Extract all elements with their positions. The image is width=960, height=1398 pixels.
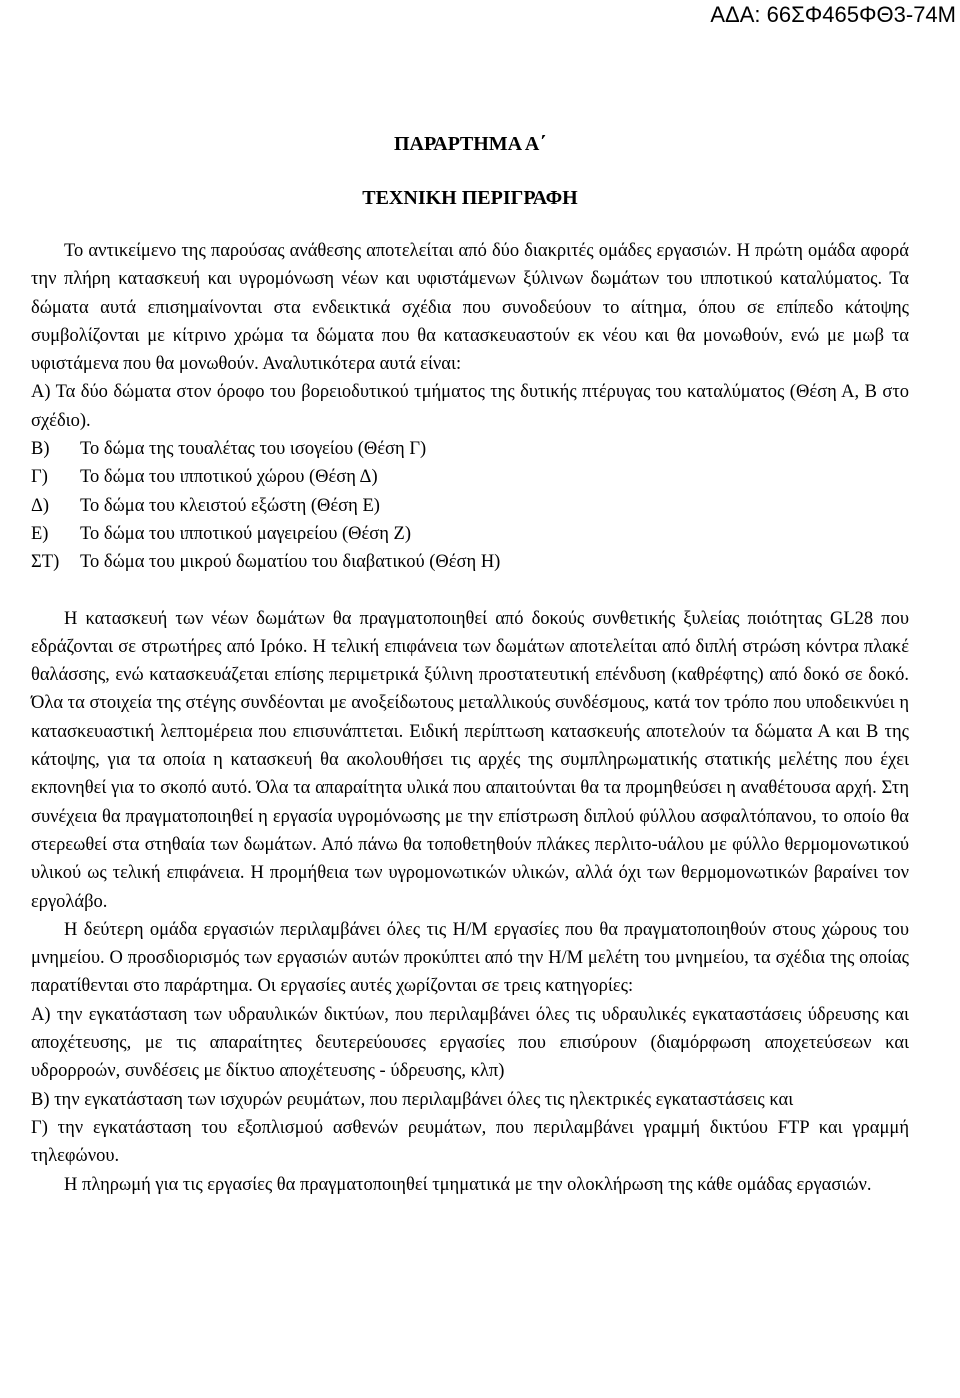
room-item: ΣΤ) Το δώμα του μικρού δωματίου του διαβατικού (Θέση Η) (31, 552, 501, 573)
intro-paragraph: Το αντικείμενο της παρούσας ανάθεσης αποτελείται από δύο διακριτές ομάδες εργασιών. Η πρώτη ομάδα αφορά την πλήρη κατασκευή και υγρομόνωση νέων και υφιστάμενων ξύλινων δωμάτων του ιπποτικού καταλύματος. Τα δώματα αυτά επισημαίνονται στα ενδεικτικά σχέδια που συνοδεύουν το αίτημα, όπου σε επίπεδο κάτοψης συμβολίζονται με κίτρινο χρώμα τα δώματα που θα κατασκευαστούν εκ νέου και θα μονωθούν, ενώ με μωβ τα υφιστάμενα που θα μονωθούν. Αναλυτικότερα αυτά είναι: (31, 241, 909, 375)
room-list (31, 435, 909, 576)
payment-paragraph: Η πληρωμή για τις εργασίες θα πραγματοποιηθεί τμηματικά με την ολοκλήρωση της κάθε ομάδας εργασιών. (64, 1174, 872, 1195)
category-c: Γ) την εγκατάσταση του εξοπλισμού ασθενών ρευμάτων, που περιλαμβάνει γραμμή δικτύου FTP και γραμμή τηλεφώνου. (31, 1117, 909, 1167)
document-body (31, 237, 909, 1199)
room-item-a: Α) Τα δύο δώματα στον όροφο του βορειοδυτικού τμήματος της δυτικής πτέρυγας του καταλύματος (Θέση Α, Β στο σχέδιο). (31, 382, 909, 431)
construction-paragraph: Η κατασκευή των νέων δωμάτων θα πραγματοποιηθεί από δοκούς συνθετικής ξυλείας ποιότητας GL28 που εδράζονται σε στρωτήρες από Ιρόκο. Η τελική επιφάνεια των δωμάτων αποτελείται από διπλή στρώση κόντρα πλακέ θαλάσσης, ενώ κατασκευάζεται επίσης περιμετρικά ξύλινη προστατευτική επένδυση (καθρέφτης) από δοκό σε δοκό. Όλα τα στοιχεία της στέγης συνδέονται με ανοξείδωτους μεταλλικούς συνδέσμους, κατά τον τρόπο που υποδεικνύει η κατασκευαστική λεπτομέρεια που επισυνάπτεται. Ειδική περίπτωση κατασκευής αποτελούν τα δώματα Α και Β της κάτοψης, για τα οποία η κατασκευή θα ακολουθήσει τις αρχές της συμπληρωματικής στατικής μελέτης που έχει εκπονηθεί για το σκοπό αυτό. Όλα τα απαραίτητα υλικά που απαιτούνται θα τα προμηθεύσει η αναθέτουσα αρχή. Στη συνέχεια θα πραγματοποιηθεί η εργασία υγρομόνωσης με την επίστρωση διπλού φύλλου ασφαλτόπανου, το οποίο θα στερεωθεί στα στηθαία των δωμάτων. Από πάνω θα τοποθετηθούν πλάκες περλιτο-υάλου με φύλλο θερμομονωτικού υλικού ως τελική επιφάνεια. Η προμήθεια των υγρομονωτικών υλικών, αλλά όχι των θερμομονωτικών βαραίνει τον εργολάβο. (31, 608, 909, 912)
document-reference-code: ΑΔΑ: 66ΣΦ465ΦΘ3-74Μ (710, 2, 956, 27)
room-item: Ε) Το δώμα του ιπποτικού μαγειρείου (Θέση Ζ) (31, 523, 412, 544)
category-a: Α) την εγκατάσταση των υδραυλικών δικτύων, που περιλαμβάνει όλες τις υδραυλικές εγκαταστάσεις ύδρευσης και αποχέτευσης, με τις απαραίτητες δευτερεύουσες εργασίες που επισύρουν (διαμόρφωση αποχετεύσεων και υδρορροών, συνδέσεις με δίκτυο αποχέτευσης - ύδρευσης, κλπ) (31, 1004, 909, 1082)
room-item: Β) Το δώμα της τουαλέτας του ισογείου (Θέση Γ) (31, 439, 427, 460)
annex-title: ΠΑΡΑΡΤΗΜΑ Α΄ (393, 133, 547, 155)
room-item: Δ) Το δώμα του κλειστού εξώστη (Θέση Ε) (31, 495, 380, 516)
paragraph-gap (31, 577, 909, 605)
room-item: Γ) Το δώμα του ιπποτικού χώρου (Θέση Δ) (31, 467, 378, 488)
category-b: Β) την εγκατάσταση των ισχυρών ρευμάτων, που περιλαμβάνει όλες τις ηλεκτρικές εγκαταστάσεις και (31, 1089, 794, 1110)
technical-description-heading: ΤΕΧΝΙΚΗ ΠΕΡΙΓΡΑΦΗ (362, 187, 578, 209)
second-group-paragraph: Η δεύτερη ομάδα εργασιών περιλαμβάνει όλες τις Η/Μ εργασίες που θα πραγματοποιηθούν στους χώρους του μνημείου. Ο προσδιορισμός των εργασιών αυτών προκύπτει από την Η/Μ μελέτη του μνημείου, τα σχέδια της οποίας παρατίθενται στο παράρτημα. Οι εργασίες αυτές χωρίζονται σε τρεις κατηγορίες: (31, 919, 909, 997)
